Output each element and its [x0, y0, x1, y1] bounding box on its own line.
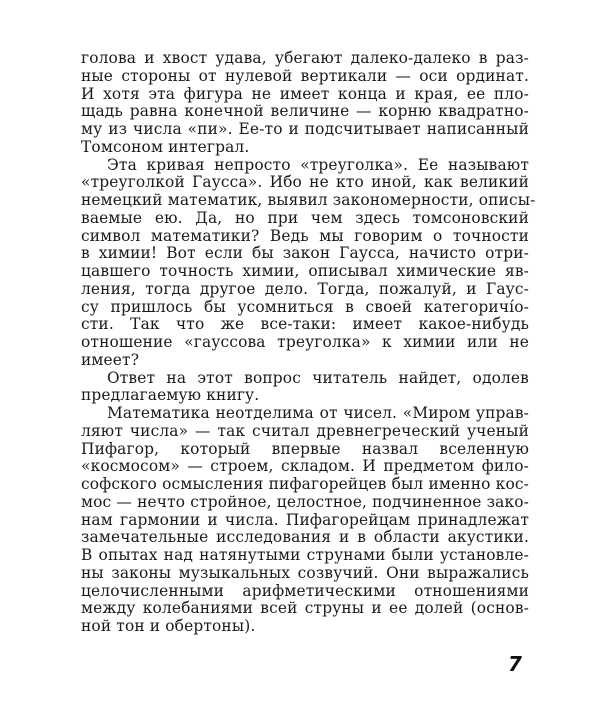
- page-body: [81, 49, 536, 636]
- paragraph-2: [81, 155, 536, 370]
- text-line: Томсоном интеграл.: [81, 137, 250, 156]
- text-line: В опытах над натянутыми струнами были установле-: [81, 546, 529, 564]
- text-line: целочисленными арифметическими отношениями: [81, 581, 529, 600]
- text-line: немецкий математик, выявил закономерности, описы-: [81, 191, 536, 209]
- text-line: символ математики? Ведь мы говорим о точности: [81, 226, 529, 245]
- text-line: отношение «гауссова треуголка» к химии или не: [81, 333, 529, 351]
- text-line: ные стороны от нулевой вертикали — оси ординат.: [81, 66, 529, 85]
- text-line: ной тон и обертоны).: [81, 617, 256, 635]
- text-line: «космосом» — строем, складом. И предметом фило-: [81, 457, 529, 476]
- text-line: су пришлось бы усомниться в своей категоричíо-: [81, 297, 529, 316]
- text-line: цавшего точность химии, описывал химические яв-: [81, 262, 529, 280]
- text-line: имеет?: [81, 350, 140, 369]
- text-line: щадь равна конечной величине — корню квадратно-: [81, 102, 529, 121]
- text-line: предлагаемую книгу.: [81, 386, 260, 405]
- paragraph-1: [81, 50, 529, 157]
- text-line: Ответ на этот вопрос читатель найдет, одолев: [107, 368, 529, 387]
- text-line: между колебаниями всей струны и ее долей (основ-: [81, 599, 529, 618]
- text-line: нам гармонии и числа. Пифагорейцам принадлежат: [81, 510, 529, 529]
- text-line: му из числа «пи». Ее-то и подсчитывает написанный: [81, 120, 529, 138]
- text-line: сти. Так что же все-таки: имеет какое-нибудь: [81, 315, 529, 334]
- text-line: И хотя эта фигура не имеет конца и края, ее пло-: [81, 84, 529, 103]
- text-line: мос — нечто стройное, целостное, подчиненное зако-: [81, 492, 529, 511]
- page-number: 7: [508, 652, 522, 676]
- paragraph-3: [81, 370, 529, 406]
- text-line: в химии! Вот если бы закон Гаусса, начисто отри-: [81, 244, 529, 263]
- text-line: Математика неотделима от чисел. «Миром управ-: [107, 404, 529, 422]
- text-line: ляют числа» — так считал древнегреческий ученый: [81, 421, 529, 440]
- text-line: ны законы музыкальных созвучий. Они выражались: [81, 563, 529, 582]
- text-line: Пифагор, который впервые назвал вселенную: [81, 439, 529, 458]
- text-line: «треуголкой Гаусса». Ибо не кто иной, как великий: [81, 173, 529, 192]
- text-line: ления, тогда другое дело. Тогда, пожалуй, и Гаус-: [81, 279, 529, 298]
- paragraph-4: [81, 405, 529, 636]
- text-line: замечательные исследования и в области акустики.: [81, 528, 529, 547]
- text-line: софского осмысления пифагорейцев был именно кос-: [81, 475, 529, 493]
- text-line: Эта кривая непросто «треуголка». Ее называют: [107, 155, 529, 174]
- text-line: ваемые ею. Да, но при чем здесь томсоновский: [81, 208, 529, 227]
- text-line: голова и хвост удава, убегают далеко-далеко в раз-: [81, 49, 529, 67]
